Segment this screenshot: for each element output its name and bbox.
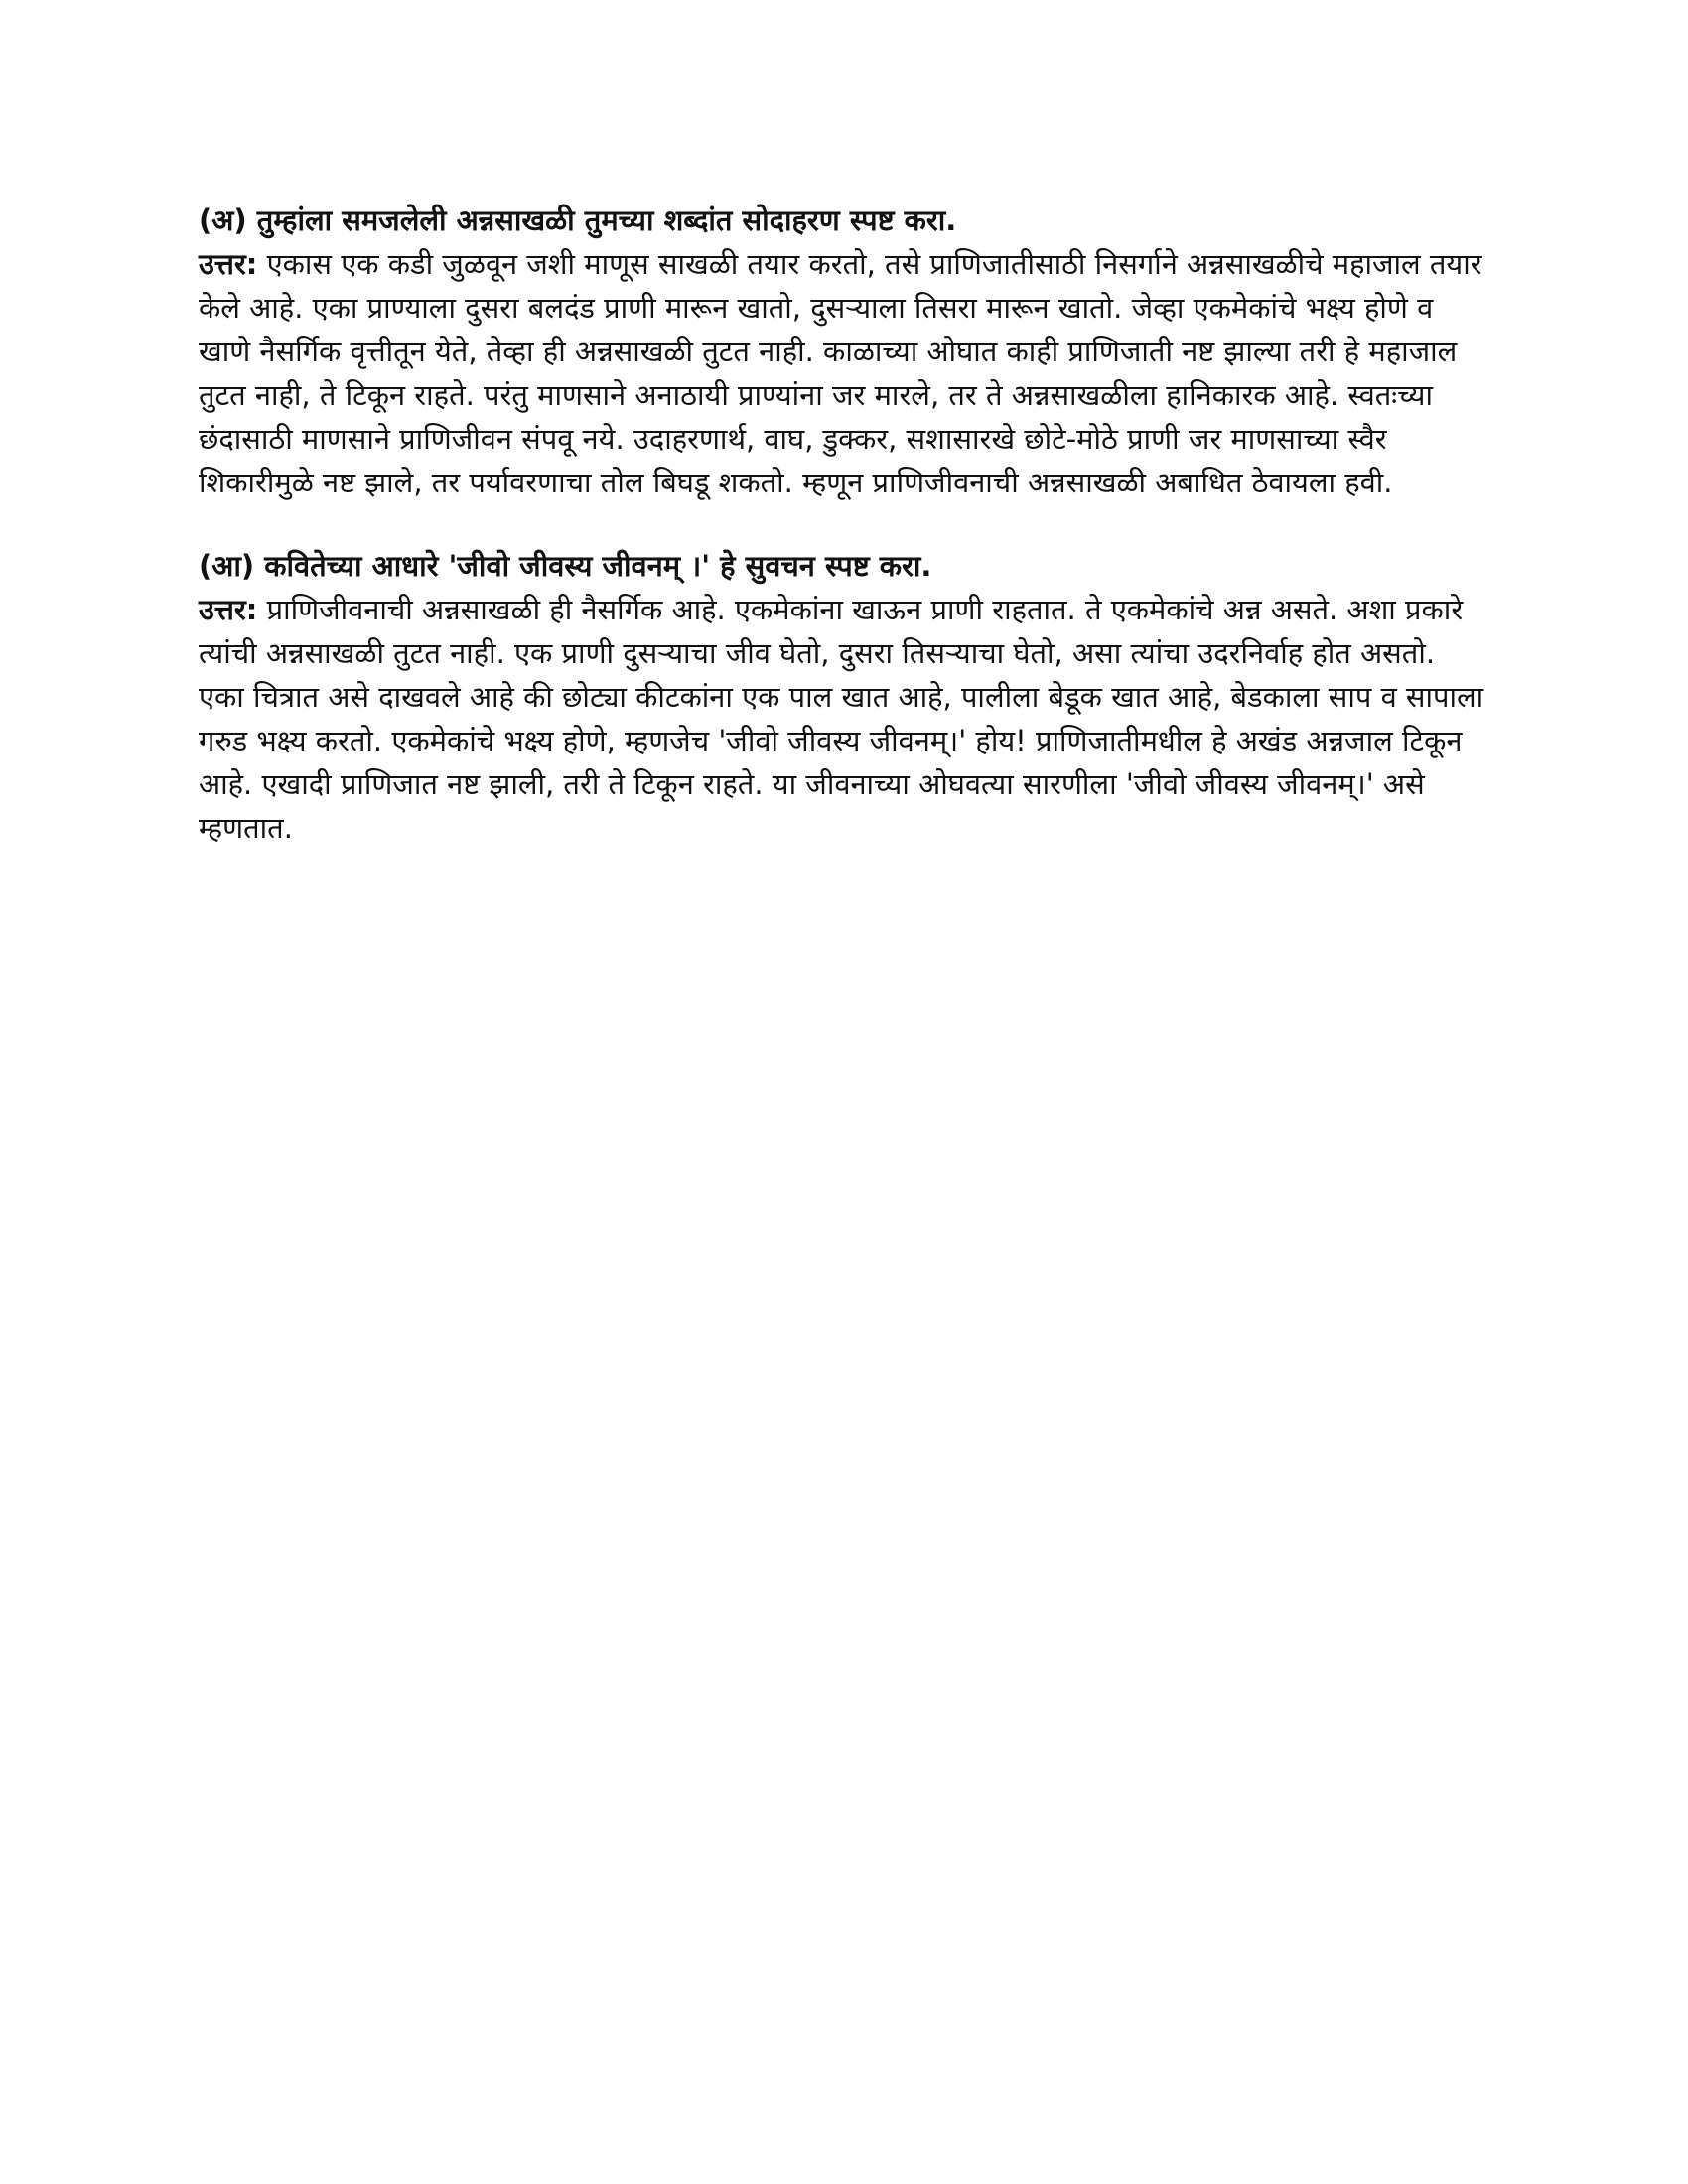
answer-text: एकास एक कडी जुळवून जशी माणूस साखळी तयार करतो, तसे प्राणिजातीसाठी निसर्गाने अन्नसाखळीचे महाजाल तयार केले आहे. एका प्राण्याला दुसरा बलदंड प्राणी मारून खातो, दुसऱ्याला तिसरा मारून खातो. जेव्हा एकमेकांचे भक्ष्य होणे व खाणे नैसर्गिक वृत्तीतून येते, तेव्हा ही अन्नसाखळी तुटत नाही. काळाच्या ओघात काही प्राणिजाती नष्ट झाल्या तरी हे महाजाल तुटत नाही, ते टिकून राहते. परंतु माणसाने अनाठायी प्राण्यांना जर मारले, तर ते अन्नसाखळीला हानिकारक आहे. स्वतःच्या छंदासाठी माणसाने प्राणिजीवन संपवू नये. उदाहरणार्थ, वाघ, डुक्कर, सशासारखे छोटे-मोठे प्राणी जर माणसाच्या स्वैर शिकारीमुळे नष्ट झाले, तर पर्यावरणाचा तोल बिघडू शकतो. म्हणून प्राणिजीवनाची अन्नसाखळी अबाधित ठेवायला हवी. [199, 247, 1482, 499]
answer-paragraph [199, 242, 1489, 504]
answer-paragraph [199, 588, 1489, 850]
question-heading: (आ) कवितेच्या आधारे 'जीवो जीवस्य जीवनम् ।' हे सुवचन स्पष्ट करा. [199, 549, 932, 583]
answer-text: प्राणिजीवनाची अन्नसाखळी ही नैसर्गिक आहे. एकमेकांना खाऊन प्राणी राहतात. ते एकमेकांचे अन्न असते. अशा प्रकारे त्यांची अन्नसाखळी तुटत नाही. एक प्राणी दुसऱ्याचा जीव घेतो, दुसरा तिसऱ्याचा घेतो, असा त्यांचा उदरनिर्वाह होत असतो. एका चित्रात असे दाखवले आहे की छोट्या कीटकांना एक पाल खात आहे, पालीला बेडूक खात आहे, बेडकाला साप व सापाला गरुड भक्ष्य करतो. एकमेकांचे भक्ष्य होणे, म्हणजेच 'जीवो जीवस्य जीवनम्।' होय! प्राणिजातीमधील हे अखंड अन्नजाल टिकून आहे. एखादी प्राणिजात नष्ट झाली, तरी ते टिकून राहते. या जीवनाच्या ओघवत्या सारणीला 'जीवो जीवस्य जीवनम्।' असे म्हणतात. [199, 593, 1484, 845]
question-block-aa [199, 544, 1489, 850]
answer-label: उत्तर: [199, 593, 258, 626]
question-heading: (अ) तुम्हांला समजलेली अन्नसाखळी तुमच्या शब्दांत सोदाहरण स्पष्ट करा. [199, 204, 957, 237]
question-block-a [199, 199, 1489, 504]
document-page [199, 199, 1489, 889]
answer-label: उत्तर: [199, 247, 258, 281]
